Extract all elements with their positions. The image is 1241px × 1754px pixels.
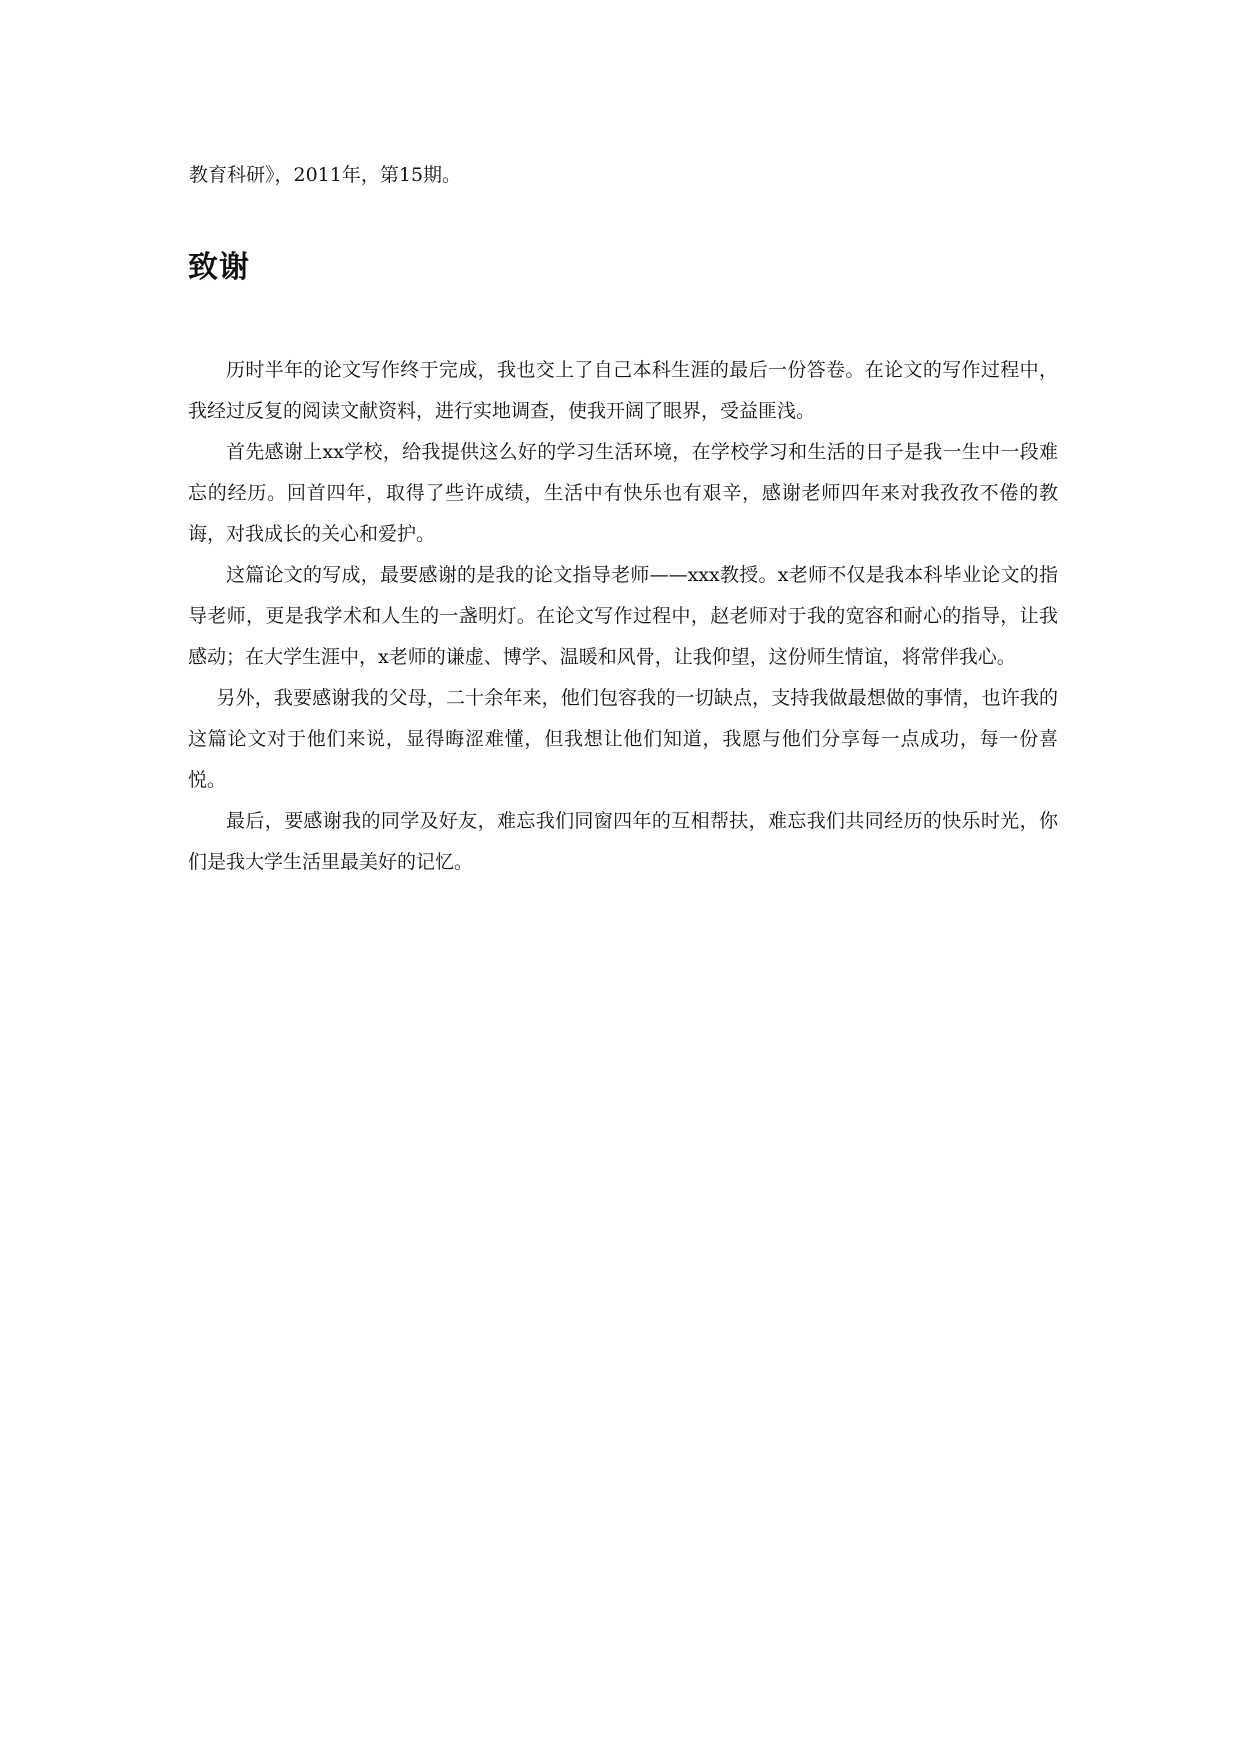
paragraph: 首先感谢上xx学校，给我提供这么好的学习生活环境，在学校学习和生活的日子是我一生中一段难忘的经历。回首四年，取得了些许成绩，生活中有快乐也有艰辛，感谢老师四年来对我孜孜不倦的教诲，对我成长的关心和爱护。 xyxy=(188,441,1058,545)
page-title: 致谢 xyxy=(188,250,250,285)
paragraph: 另外，我要感谢我的父母，二十余年来，他们包容我的一切缺点，支持我做最想做的事情，也许我的这篇论文对于他们来说，显得晦涩难懂，但我想让他们知道，我愿与他们分享每一点成功，每一份喜悦。 xyxy=(188,687,1058,791)
paragraph: 最后，要感谢我的同学及好友，难忘我们同窗四年的互相帮扶，难忘我们共同经历的快乐时光，你们是我大学生活里最美好的记忆。 xyxy=(188,810,1058,873)
reference-tail: 教育科研》，2011年，第15期。 xyxy=(189,164,462,186)
paragraph: 历时半年的论文写作终于完成，我也交上了自己本科生涯的最后一份答卷。在论文的写作过程中，我经过反复的阅读文献资料，进行实地调查，使我开阔了眼界，受益匪浅。 xyxy=(188,359,1058,422)
acknowledgement-body xyxy=(188,350,1058,883)
paragraph: 这篇论文的写成，最要感谢的是我的论文指导老师——xxx教授。x老师不仅是我本科毕业论文的指导老师，更是我学术和人生的一盏明灯。在论文写作过程中，赵老师对于我的宽容和耐心的指导，让我感动；在大学生涯中，x老师的谦虚、博学、温暖和风骨，让我仰望，这份师生情谊，将常伴我心。 xyxy=(188,564,1058,668)
